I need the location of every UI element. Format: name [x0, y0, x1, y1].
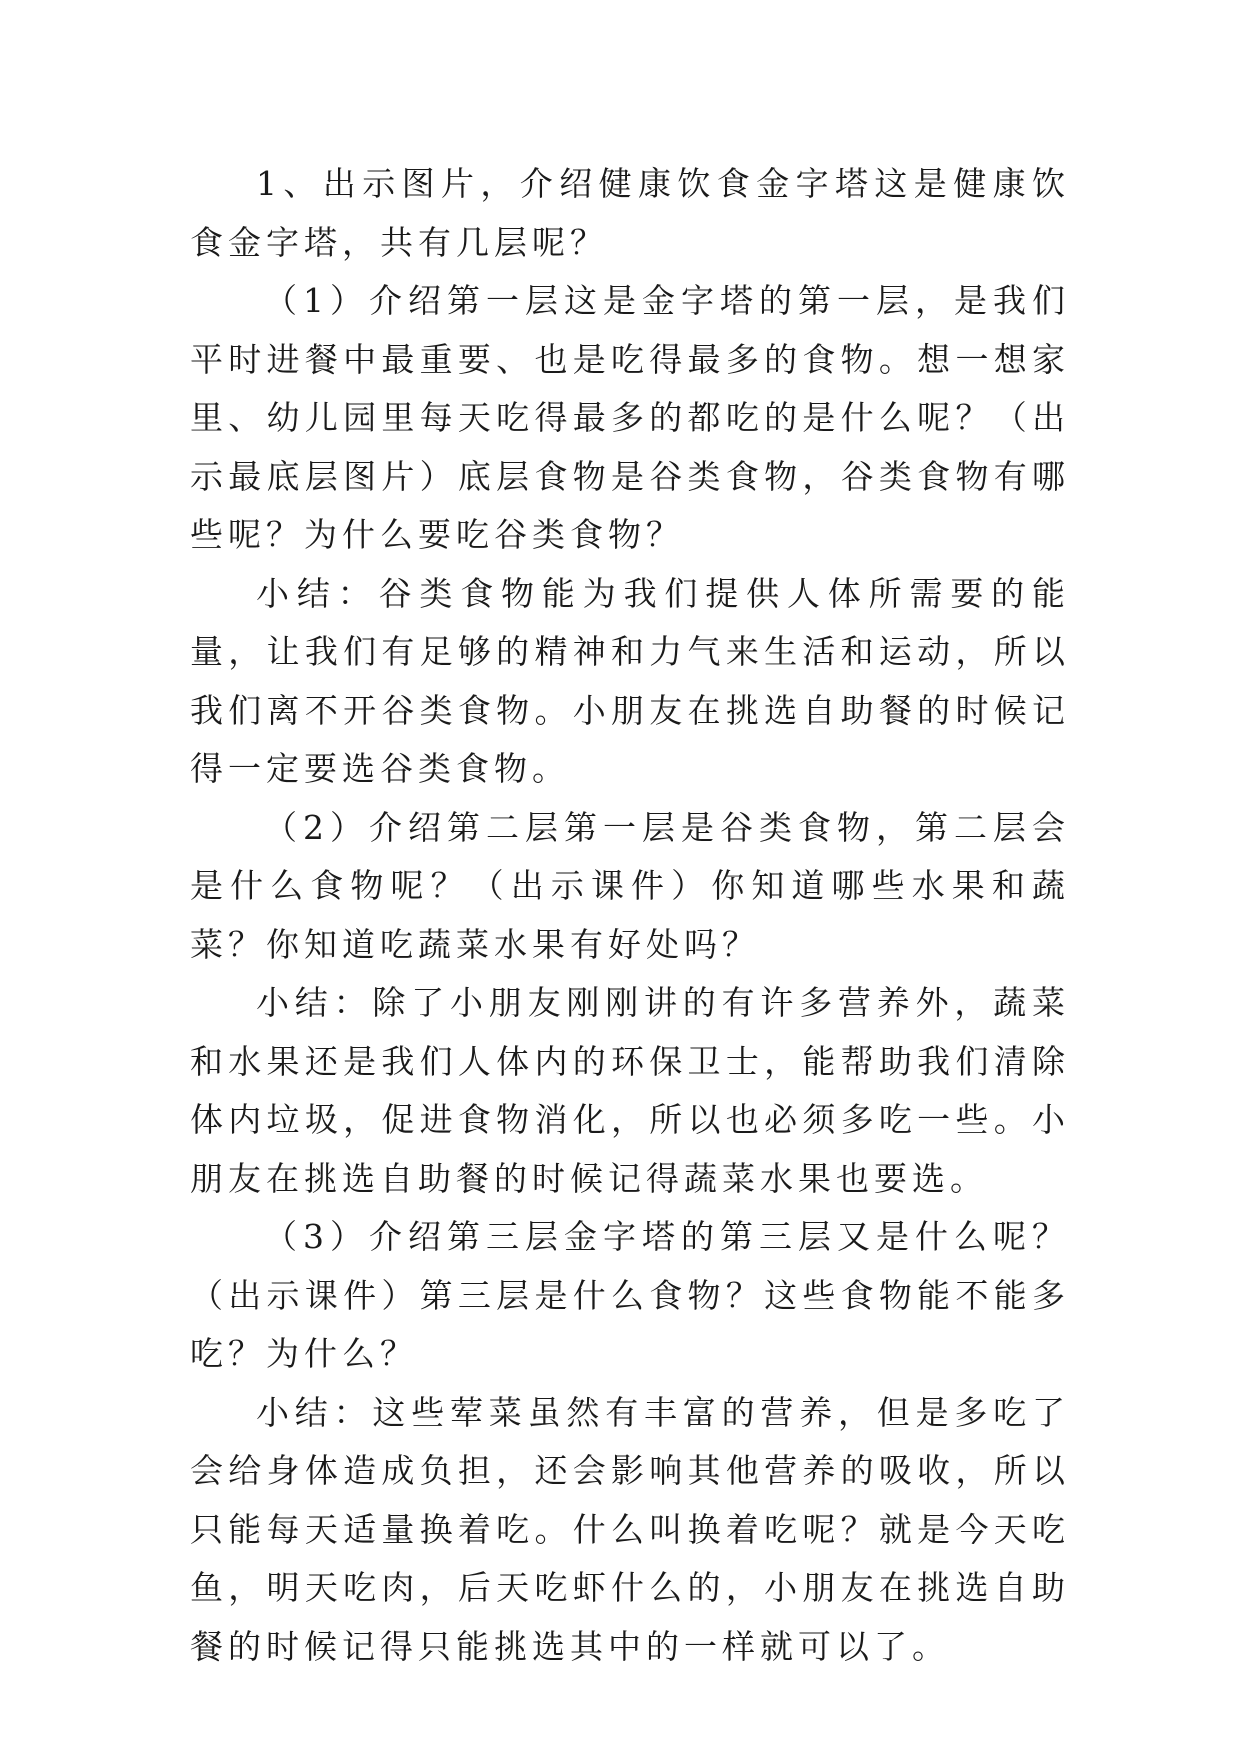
paragraph-layer-two: （2）介绍第二层第一层是谷类食物，第二层会是什么食物呢？（出示课件）你知道哪些水果和蔬菜？你知道吃蔬菜水果有好处吗？ — [190, 807, 1070, 964]
paragraph-layer-three: （3）介绍第三层金字塔的第三层又是什么呢？（出示课件）第三层是什么食物？这些食物能不能多吃？为什么？ — [190, 1217, 1070, 1373]
paragraph-summary-one: 小结：谷类食物能为我们提供人体所需要的能量，让我们有足够的精神和力气来生活和运动，所以我们离不开谷类食物。小朋友在挑选自助餐的时候记得一定要选谷类食物。 — [190, 573, 1070, 788]
paragraph-summary-two: 小结：除了小朋友刚刚讲的有许多营养外，蔬菜和水果还是我们人体内的环保卫士，能帮助我们清除体内垃圾，促进食物消化，所以也必须多吃一些。小朋友在挑选自助餐的时候记得蔬菜水果也要选。 — [190, 983, 1070, 1198]
document-body — [190, 155, 1070, 1676]
paragraph-layer-one: （1）介绍第一层这是金字塔的第一层，是我们平时进餐中最重要、也是吃得最多的食物。想一想家里、幼儿园里每天吃得最多的都吃的是什么呢？（出示最底层图片）底层食物是谷类食物，谷类食物有哪些呢？为什么要吃谷类食物？ — [190, 281, 1070, 554]
paragraph-intro: 1、出示图片，介绍健康饮食金字塔这是健康饮食金字塔，共有几层呢？ — [190, 164, 1070, 262]
paragraph-summary-three: 小结：这些荤菜虽然有丰富的营养，但是多吃了会给身体造成负担，还会影响其他营养的吸收，所以只能每天适量换着吃。什么叫换着吃呢？就是今天吃鱼，明天吃肉，后天吃虾什么的，小朋友在挑选自助餐的时候记得只能挑选其中的一样就可以了。 — [190, 1392, 1070, 1666]
